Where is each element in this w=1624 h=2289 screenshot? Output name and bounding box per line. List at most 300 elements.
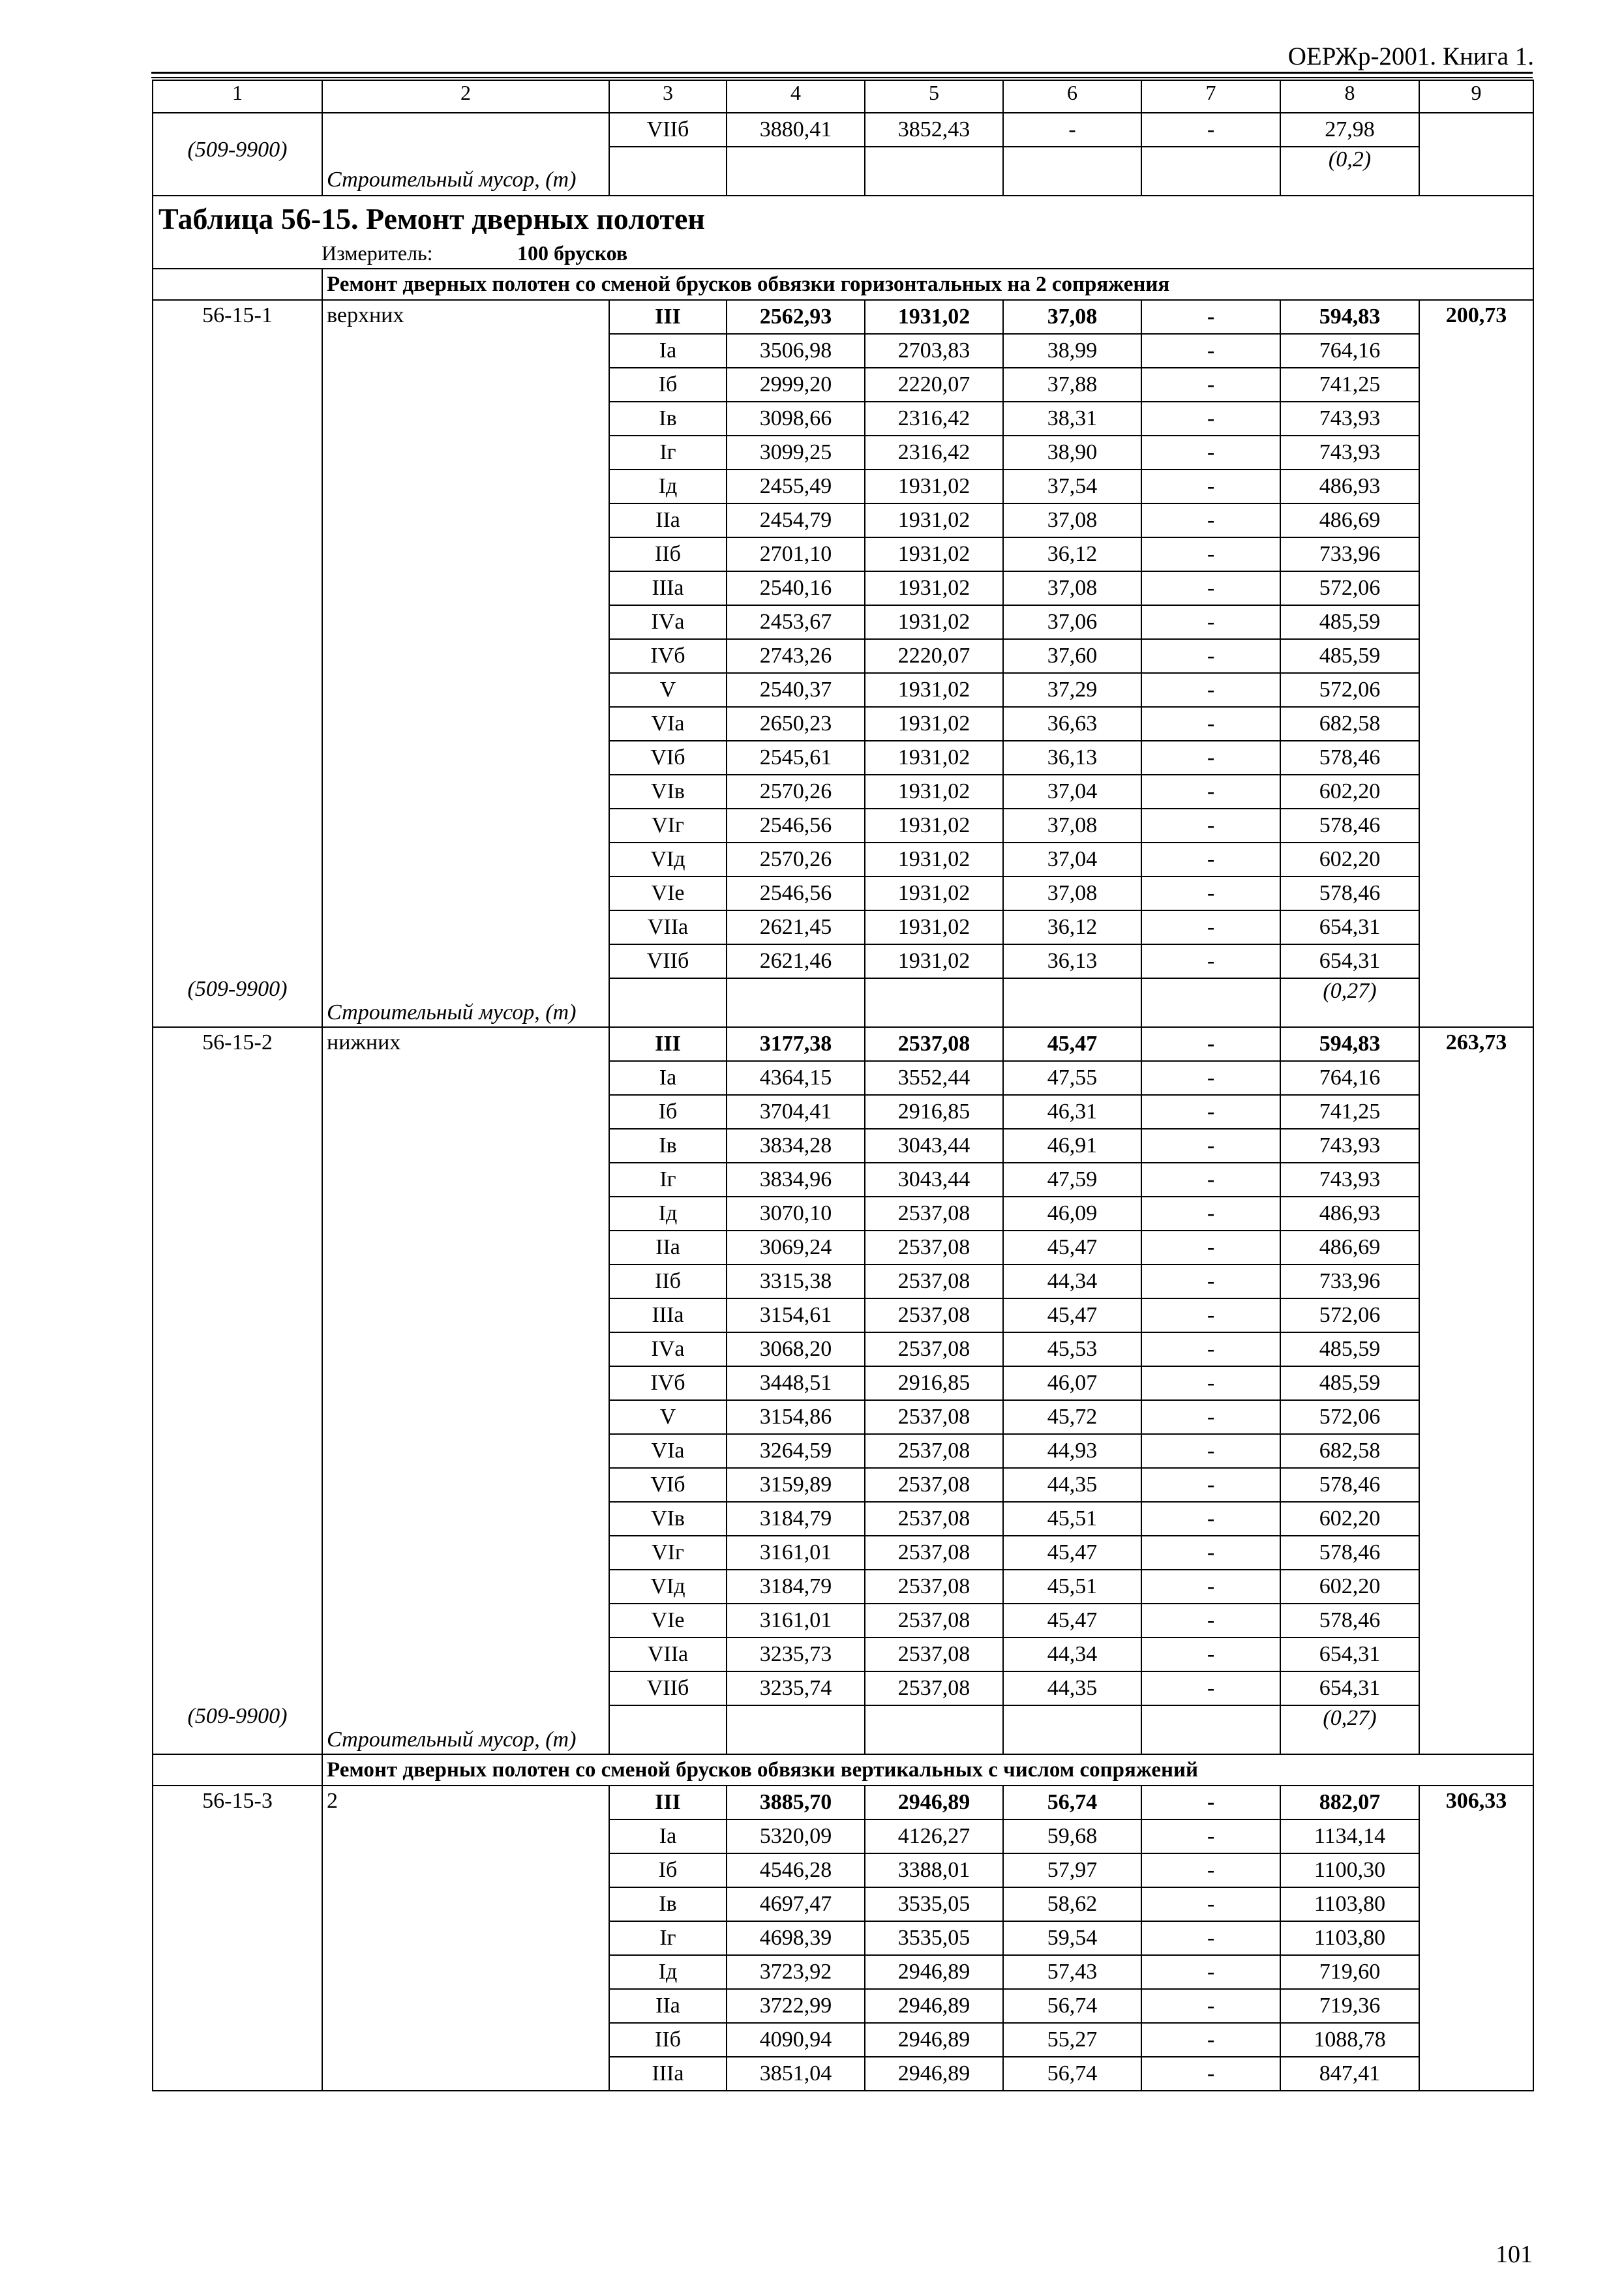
value-cell: (0,27) [1280, 1705, 1419, 1754]
value-cell: 2454,79 [727, 503, 865, 537]
value-cell: - [1141, 470, 1280, 503]
value-cell: 2537,08 [865, 1027, 1003, 1061]
value-cell: 46,09 [1003, 1197, 1141, 1231]
zone-cell: Iа [609, 1819, 727, 1853]
value-cell: 1931,02 [865, 300, 1003, 334]
value-cell: 1931,02 [865, 571, 1003, 605]
value-cell: - [1141, 910, 1280, 944]
value-cell: 1931,02 [865, 470, 1003, 503]
value-cell: 3506,98 [727, 334, 865, 368]
value-cell: 37,60 [1003, 639, 1141, 673]
value-cell: - [1141, 1921, 1280, 1955]
value-cell: 2621,46 [727, 944, 865, 978]
value-cell: 2537,08 [865, 1298, 1003, 1332]
value-cell: 485,59 [1280, 605, 1419, 639]
value-cell: - [1141, 673, 1280, 707]
resource-code: (509-9900) [153, 113, 322, 196]
table-row [153, 1786, 1533, 1819]
measure-value: 100 брусков [517, 241, 628, 265]
value-cell: (0,2) [1280, 147, 1419, 196]
value-cell: 44,34 [1003, 1264, 1141, 1298]
value-cell: 2537,08 [865, 1434, 1003, 1468]
rate-code-cell [153, 300, 322, 1027]
value-cell: 3880,41 [727, 113, 865, 147]
value-cell: 1931,02 [865, 910, 1003, 944]
value-cell: 3069,24 [727, 1231, 865, 1264]
value-cell: 1931,02 [865, 673, 1003, 707]
value-cell: 45,72 [1003, 1400, 1141, 1434]
value-cell: 56,74 [1003, 1786, 1141, 1819]
value-cell: 3552,44 [865, 1061, 1003, 1095]
value-cell: 1103,80 [1280, 1921, 1419, 1955]
value-cell: 2621,45 [727, 910, 865, 944]
value-cell: 2537,08 [865, 1502, 1003, 1536]
value-cell: 4364,15 [727, 1061, 865, 1095]
value-cell: - [1141, 944, 1280, 978]
value-cell: - [1141, 1332, 1280, 1366]
value-cell: 3834,28 [727, 1129, 865, 1163]
value-cell: 36,13 [1003, 741, 1141, 775]
value-cell: 2537,08 [865, 1604, 1003, 1638]
value-cell: 2220,07 [865, 639, 1003, 673]
value-cell: 3723,92 [727, 1955, 865, 1989]
zone-cell: VIб [609, 1468, 727, 1502]
zone-cell: VIIа [609, 1638, 727, 1671]
zone-cell: VIе [609, 1604, 727, 1638]
value-cell: 3535,05 [865, 1921, 1003, 1955]
value-cell: 37,88 [1003, 368, 1141, 402]
value-cell: - [1141, 1989, 1280, 2023]
value-cell: 2537,08 [865, 1197, 1003, 1231]
value-cell: - [1141, 1197, 1280, 1231]
value-cell [609, 147, 727, 196]
value-cell: 2546,56 [727, 809, 865, 843]
rates-table [152, 80, 1534, 2091]
value-cell: 36,63 [1003, 707, 1141, 741]
value-cell: 2546,56 [727, 876, 865, 910]
rate-code: 56-15-3 [202, 1789, 273, 1813]
section-row [153, 1754, 1533, 1786]
value-cell: 733,96 [1280, 1264, 1419, 1298]
value-cell [865, 147, 1003, 196]
value-cell: 45,47 [1003, 1298, 1141, 1332]
zone-cell: V [609, 673, 727, 707]
value-cell: 57,43 [1003, 1955, 1141, 1989]
total-cell: 263,73 [1419, 1027, 1533, 1754]
value-cell: 3722,99 [727, 1989, 865, 2023]
value-cell: 1931,02 [865, 944, 1003, 978]
value-cell: 578,46 [1280, 876, 1419, 910]
value-cell: 719,36 [1280, 1989, 1419, 2023]
value-cell: 45,47 [1003, 1604, 1141, 1638]
value-cell: - [1141, 1887, 1280, 1921]
value-cell: 45,47 [1003, 1231, 1141, 1264]
value-cell [727, 978, 865, 1027]
value-cell: 2701,10 [727, 537, 865, 571]
zone-cell: III [609, 1027, 727, 1061]
zone-cell: IIб [609, 1264, 727, 1298]
zone-cell: VIIб [609, 1671, 727, 1705]
value-cell: 882,07 [1280, 1786, 1419, 1819]
value-cell: 3704,41 [727, 1095, 865, 1129]
value-cell: 44,35 [1003, 1468, 1141, 1502]
value-cell: 1134,14 [1280, 1819, 1419, 1853]
value-cell: 1931,02 [865, 741, 1003, 775]
value-cell: 2545,61 [727, 741, 865, 775]
value-cell: 486,93 [1280, 1197, 1419, 1231]
value-cell [1141, 147, 1280, 196]
value-cell: 2537,08 [865, 1570, 1003, 1604]
value-cell: 3068,20 [727, 1332, 865, 1366]
value-cell: 55,27 [1003, 2023, 1141, 2057]
zone-cell: VIIб [609, 944, 727, 978]
resource-desc: Строительный мусор, (т) [322, 113, 609, 196]
zone-cell: VIа [609, 1434, 727, 1468]
value-cell: 578,46 [1280, 809, 1419, 843]
value-cell: 485,59 [1280, 1366, 1419, 1400]
zone-cell: VIв [609, 1502, 727, 1536]
value-cell: 2537,08 [865, 1671, 1003, 1705]
value-cell: - [1141, 402, 1280, 436]
value-cell: 2316,42 [865, 436, 1003, 470]
value-cell: 2562,93 [727, 300, 865, 334]
zone-cell: III [609, 1786, 727, 1819]
zone-cell: VIб [609, 741, 727, 775]
zone-cell: IIIа [609, 1298, 727, 1332]
value-cell: - [1141, 1129, 1280, 1163]
value-cell: 2650,23 [727, 707, 865, 741]
value-cell: 743,93 [1280, 1129, 1419, 1163]
col-number: 5 [865, 80, 1003, 113]
value-cell: - [1141, 1095, 1280, 1129]
table-row [153, 113, 1533, 147]
value-cell: 2537,08 [865, 1400, 1003, 1434]
value-cell: 3885,70 [727, 1786, 865, 1819]
value-cell: 654,31 [1280, 1638, 1419, 1671]
value-cell: 1103,80 [1280, 1887, 1419, 1921]
value-cell: (0,27) [1280, 978, 1419, 1027]
value-cell: 37,29 [1003, 673, 1141, 707]
value-cell: 654,31 [1280, 1671, 1419, 1705]
value-cell: 37,08 [1003, 571, 1141, 605]
value-cell: 36,12 [1003, 537, 1141, 571]
value-cell: 719,60 [1280, 1955, 1419, 1989]
value-cell: 3184,79 [727, 1570, 865, 1604]
value-cell: 1100,30 [1280, 1853, 1419, 1887]
zone-cell: VIе [609, 876, 727, 910]
value-cell: 46,91 [1003, 1129, 1141, 1163]
value-cell: 485,59 [1280, 1332, 1419, 1366]
col-number: 1 [153, 80, 322, 113]
value-cell: 59,68 [1003, 1819, 1141, 1853]
value-cell: - [1141, 775, 1280, 809]
value-cell: 36,12 [1003, 910, 1141, 944]
total-cell: 200,73 [1419, 300, 1533, 1027]
value-cell: 37,54 [1003, 470, 1141, 503]
measure-line [158, 241, 1527, 265]
value-cell: 602,20 [1280, 775, 1419, 809]
value-cell: - [1141, 368, 1280, 402]
value-cell [1003, 147, 1141, 196]
zone-cell: Iв [609, 402, 727, 436]
value-cell: 572,06 [1280, 571, 1419, 605]
resource-desc: Строительный мусор, (т) [327, 1000, 577, 1025]
value-cell: - [1141, 843, 1280, 876]
zone-cell: Iд [609, 1955, 727, 1989]
zone-cell: IIIа [609, 2057, 727, 2091]
value-cell [609, 1705, 727, 1754]
table-row [153, 300, 1533, 334]
value-cell: 2537,08 [865, 1332, 1003, 1366]
value-cell [1003, 978, 1141, 1027]
value-cell: 3070,10 [727, 1197, 865, 1231]
col-number: 3 [609, 80, 727, 113]
zone-cell: IVа [609, 605, 727, 639]
value-cell [1003, 1705, 1141, 1754]
value-cell: 37,06 [1003, 605, 1141, 639]
zone-cell: IVа [609, 1332, 727, 1366]
col-number: 7 [1141, 80, 1280, 113]
value-cell: 2999,20 [727, 368, 865, 402]
work-desc: нижних [327, 1030, 401, 1055]
value-cell: 27,98 [1280, 113, 1419, 147]
value-cell: 572,06 [1280, 1298, 1419, 1332]
value-cell: 2540,37 [727, 673, 865, 707]
header-rule [151, 72, 1533, 74]
work-desc: 2 [327, 1789, 338, 1813]
zone-cell: Iб [609, 1853, 727, 1887]
value-cell: 59,54 [1003, 1921, 1141, 1955]
work-desc: верхних [327, 303, 404, 327]
col-number: 4 [727, 80, 865, 113]
value-cell: 2946,89 [865, 1989, 1003, 2023]
value-cell: 3154,86 [727, 1400, 865, 1434]
value-cell [1419, 113, 1533, 196]
value-cell: 1931,02 [865, 876, 1003, 910]
value-cell: 3098,66 [727, 402, 865, 436]
value-cell: 44,34 [1003, 1638, 1141, 1671]
zone-cell: IVб [609, 1366, 727, 1400]
value-cell: - [1141, 707, 1280, 741]
zone-cell: Iд [609, 470, 727, 503]
value-cell: - [1141, 503, 1280, 537]
col-number: 2 [322, 80, 609, 113]
zone-cell: Iб [609, 1095, 727, 1129]
value-cell: 2537,08 [865, 1536, 1003, 1570]
value-cell: - [1141, 1434, 1280, 1468]
value-cell: 764,16 [1280, 334, 1419, 368]
value-cell: 2570,26 [727, 843, 865, 876]
value-cell: 1931,02 [865, 809, 1003, 843]
value-cell: - [1141, 1536, 1280, 1570]
value-cell: 3161,01 [727, 1536, 865, 1570]
resource-code: (509-9900) [187, 1704, 288, 1728]
value-cell: 602,20 [1280, 843, 1419, 876]
value-cell: - [1141, 1231, 1280, 1264]
work-desc-cell [322, 1027, 609, 1754]
section-spacer [153, 1754, 322, 1786]
value-cell: 37,08 [1003, 300, 1141, 334]
value-cell: - [1141, 1502, 1280, 1536]
value-cell: 847,41 [1280, 2057, 1419, 2091]
value-cell: 58,62 [1003, 1887, 1141, 1921]
value-cell: 56,74 [1003, 1989, 1141, 2023]
value-cell: 56,74 [1003, 2057, 1141, 2091]
value-cell: 654,31 [1280, 944, 1419, 978]
zone-cell: Iг [609, 1163, 727, 1197]
value-cell: 3264,59 [727, 1434, 865, 1468]
value-cell: 594,83 [1280, 300, 1419, 334]
value-cell: 3235,73 [727, 1638, 865, 1671]
value-cell: 572,06 [1280, 1400, 1419, 1434]
value-cell: 3388,01 [865, 1853, 1003, 1887]
value-cell: - [1141, 639, 1280, 673]
value-cell: 38,99 [1003, 334, 1141, 368]
col-number: 9 [1419, 80, 1533, 113]
value-cell: 1931,02 [865, 503, 1003, 537]
value-cell: - [1141, 605, 1280, 639]
column-number-row [153, 80, 1533, 113]
zone-cell: IVб [609, 639, 727, 673]
value-cell: 44,93 [1003, 1434, 1141, 1468]
zone-cell: VIг [609, 1536, 727, 1570]
value-cell: - [1141, 537, 1280, 571]
value-cell: 37,08 [1003, 809, 1141, 843]
value-cell: - [1141, 1366, 1280, 1400]
value-cell [865, 1705, 1003, 1754]
value-cell: 486,93 [1280, 470, 1419, 503]
value-cell: 1088,78 [1280, 2023, 1419, 2057]
value-cell: 3448,51 [727, 1366, 865, 1400]
work-desc-cell [322, 300, 609, 1027]
value-cell: - [1141, 1468, 1280, 1502]
zone-cell: IIб [609, 2023, 727, 2057]
value-cell [727, 1705, 865, 1754]
value-cell: 2537,08 [865, 1638, 1003, 1671]
value-cell: 1931,02 [865, 605, 1003, 639]
value-cell: 38,31 [1003, 402, 1141, 436]
value-cell: - [1141, 876, 1280, 910]
value-cell: 47,55 [1003, 1061, 1141, 1095]
value-cell: 3184,79 [727, 1502, 865, 1536]
zone-cell: IIб [609, 537, 727, 571]
value-cell: - [1141, 809, 1280, 843]
value-cell: 2316,42 [865, 402, 1003, 436]
value-cell: 46,07 [1003, 1366, 1141, 1400]
value-cell: 3834,96 [727, 1163, 865, 1197]
value-cell: 47,59 [1003, 1163, 1141, 1197]
value-cell: - [1141, 571, 1280, 605]
value-cell: - [1141, 1671, 1280, 1705]
value-cell: 5320,09 [727, 1819, 865, 1853]
value-cell: - [1141, 113, 1280, 147]
value-cell: 743,93 [1280, 436, 1419, 470]
resource-code: (509-9900) [187, 977, 288, 1001]
col-number: 6 [1003, 80, 1141, 113]
section-heading: Ремонт дверных полотен со сменой брусков обвязки горизонтальных на 2 сопряжения [322, 269, 1533, 300]
value-cell: - [1141, 1264, 1280, 1298]
value-cell [609, 978, 727, 1027]
value-cell: 4546,28 [727, 1853, 865, 1887]
value-cell: - [1141, 300, 1280, 334]
value-cell: 2916,85 [865, 1366, 1003, 1400]
col-number: 8 [1280, 80, 1419, 113]
value-cell: 602,20 [1280, 1570, 1419, 1604]
value-cell: 3043,44 [865, 1129, 1003, 1163]
section-row [153, 269, 1533, 300]
table-title-cell [153, 196, 1533, 269]
value-cell: 3235,74 [727, 1671, 865, 1705]
value-cell: 764,16 [1280, 1061, 1419, 1095]
zone-cell: Iг [609, 1921, 727, 1955]
value-cell: 4090,94 [727, 2023, 865, 2057]
value-cell: 36,13 [1003, 944, 1141, 978]
value-cell: 733,96 [1280, 537, 1419, 571]
value-cell: 2946,89 [865, 2057, 1003, 2091]
value-cell: 3535,05 [865, 1887, 1003, 1921]
value-cell: 572,06 [1280, 673, 1419, 707]
value-cell: 3851,04 [727, 2057, 865, 2091]
value-cell: 1931,02 [865, 707, 1003, 741]
value-cell: 2220,07 [865, 368, 1003, 402]
value-cell: 486,69 [1280, 503, 1419, 537]
table-title: Таблица 56-15. Ремонт дверных полотен [158, 202, 705, 235]
value-cell: 1931,02 [865, 537, 1003, 571]
value-cell: 3099,25 [727, 436, 865, 470]
value-cell: 578,46 [1280, 1468, 1419, 1502]
value-cell: - [1141, 2023, 1280, 2057]
value-cell: - [1141, 1955, 1280, 1989]
value-cell: 44,35 [1003, 1671, 1141, 1705]
zone-cell: VIг [609, 809, 727, 843]
table-title-row [153, 196, 1533, 269]
value-cell: 57,97 [1003, 1853, 1141, 1887]
value-cell: 37,04 [1003, 775, 1141, 809]
zone-cell: Iг [609, 436, 727, 470]
zone-cell: Iб [609, 368, 727, 402]
value-cell: - [1141, 2057, 1280, 2091]
value-cell: 2537,08 [865, 1231, 1003, 1264]
value-cell: 578,46 [1280, 1604, 1419, 1638]
zone-cell: III [609, 300, 727, 334]
header-rule-thin [151, 77, 1533, 78]
zone-cell: VIв [609, 775, 727, 809]
value-cell: 46,31 [1003, 1095, 1141, 1129]
resource-desc: Строительный мусор, (т) [327, 1728, 577, 1752]
value-cell: - [1141, 1061, 1280, 1095]
value-cell: 743,93 [1280, 1163, 1419, 1197]
value-cell: 2453,67 [727, 605, 865, 639]
value-cell: 3161,01 [727, 1604, 865, 1638]
value-cell: 594,83 [1280, 1027, 1419, 1061]
value-cell: 45,47 [1003, 1536, 1141, 1570]
value-cell: 2537,08 [865, 1468, 1003, 1502]
value-cell: 2703,83 [865, 334, 1003, 368]
value-cell: - [1141, 334, 1280, 368]
value-cell: - [1141, 1570, 1280, 1604]
zone-cell: VIд [609, 843, 727, 876]
value-cell: - [1141, 1638, 1280, 1671]
value-cell: - [1141, 1786, 1280, 1819]
zone-cell: Iа [609, 1061, 727, 1095]
zone-cell: VIа [609, 707, 727, 741]
value-cell: 45,51 [1003, 1570, 1141, 1604]
value-cell: 3177,38 [727, 1027, 865, 1061]
rate-code: 56-15-2 [202, 1030, 273, 1055]
value-cell: - [1141, 1819, 1280, 1853]
value-cell: - [1141, 741, 1280, 775]
zone-cell: IIа [609, 503, 727, 537]
